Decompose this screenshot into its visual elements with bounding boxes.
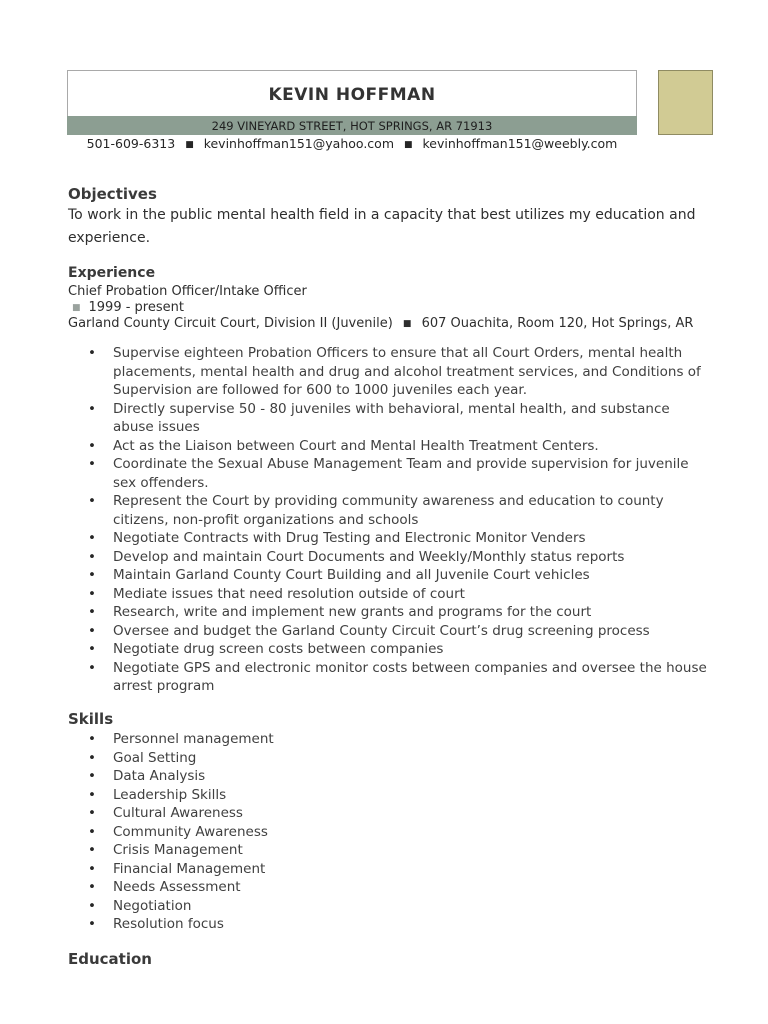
separator-icon: ■ <box>185 140 194 150</box>
experience-bullet-item: • Develop and maintain Court Documents and Weekly/Monthly status reports <box>68 548 708 567</box>
resume-name: KEVIN HOFFMAN <box>268 84 436 105</box>
photo-placeholder <box>658 70 713 135</box>
phone-number: 501-609-6313 <box>86 136 176 151</box>
experience-bullet-item: • Oversee and budget the Garland County Circuit Court’s drug screening process <box>68 622 708 641</box>
job-dates-text: 1999 - present <box>88 300 184 315</box>
skill-item: • Negotiation <box>68 897 468 916</box>
experience-bullet-list <box>68 344 708 696</box>
experience-bullet-item: • Supervise eighteen Probation Officers to ensure that all Court Orders, mental health placements, mental health and drug and alcohol treatment services, and Conditions of Supervision are followed for 600 to 1000 juveniles each year. <box>68 344 708 400</box>
email-yahoo[interactable]: kevinhoffman151@yahoo.com <box>203 136 394 151</box>
email-weebly[interactable]: kevinhoffman151@weebly.com <box>422 136 618 151</box>
skill-item: • Community Awareness <box>68 823 468 842</box>
separator-icon: ■ <box>403 140 413 150</box>
skill-item: • Crisis Management <box>68 841 468 860</box>
skill-item: • Leadership Skills <box>68 786 468 805</box>
experience-bullet-item: • Mediate issues that need resolution outside of court <box>68 585 708 604</box>
skills-list <box>68 730 468 934</box>
separator-icon: ■ <box>402 319 412 329</box>
education-heading: Education <box>68 950 152 968</box>
objectives-text: To work in the public mental health field in a capacity that best utilizes my education and experience. <box>68 207 696 246</box>
employer-location: 607 Ouachita, Room 120, Hot Springs, AR <box>421 316 694 331</box>
skill-item: • Cultural Awareness <box>68 804 468 823</box>
skill-item: • Needs Assessment <box>68 878 468 897</box>
skills-heading: Skills <box>68 710 114 728</box>
job-title: Chief Probation Officer/Intake Officer <box>68 284 307 299</box>
skill-item: • Data Analysis <box>68 767 468 786</box>
experience-bullet-item: • Maintain Garland County Court Building and all Juvenile Court vehicles <box>68 566 708 585</box>
experience-bullet-item: • Act as the Liaison between Court and Mental Health Treatment Centers. <box>68 437 708 456</box>
skill-item: • Goal Setting <box>68 749 468 768</box>
square-bullet-icon: ■ <box>72 303 81 313</box>
experience-bullet-item: • Negotiate GPS and electronic monitor costs between companies and oversee the house arrest program <box>68 659 708 696</box>
skill-item: • Personnel management <box>68 730 468 749</box>
experience-bullet-item: • Negotiate drug screen costs between companies <box>68 640 708 659</box>
experience-bullet-item: • Research, write and implement new grants and programs for the court <box>68 603 708 622</box>
experience-heading: Experience <box>68 265 156 281</box>
employer-name: Garland County Circuit Court, Division II (Juvenile) <box>68 316 393 331</box>
employer-line <box>68 316 693 331</box>
experience-bullet-item: • Coordinate the Sexual Abuse Management Team and provide supervision for juvenile sex offenders. <box>68 455 708 492</box>
skill-item: • Resolution focus <box>68 915 468 934</box>
experience-bullet-item: • Directly supervise 50 - 80 juveniles with behavioral, mental health, and substance abuse issues <box>68 400 708 437</box>
experience-bullet-item: • Negotiate Contracts with Drug Testing and Electronic Monitor Venders <box>68 529 708 548</box>
skill-item: • Financial Management <box>68 860 468 879</box>
address-bar: 249 VINEYARD STREET, HOT SPRINGS, AR 71913 <box>67 116 637 135</box>
contact-line <box>67 136 637 152</box>
job-dates <box>72 300 184 315</box>
experience-bullet-item: • Represent the Court by providing community awareness and education to county citizens, non-profit organizations and schools <box>68 492 708 529</box>
name-header-box <box>67 70 637 116</box>
objectives-heading: Objectives <box>68 185 157 203</box>
